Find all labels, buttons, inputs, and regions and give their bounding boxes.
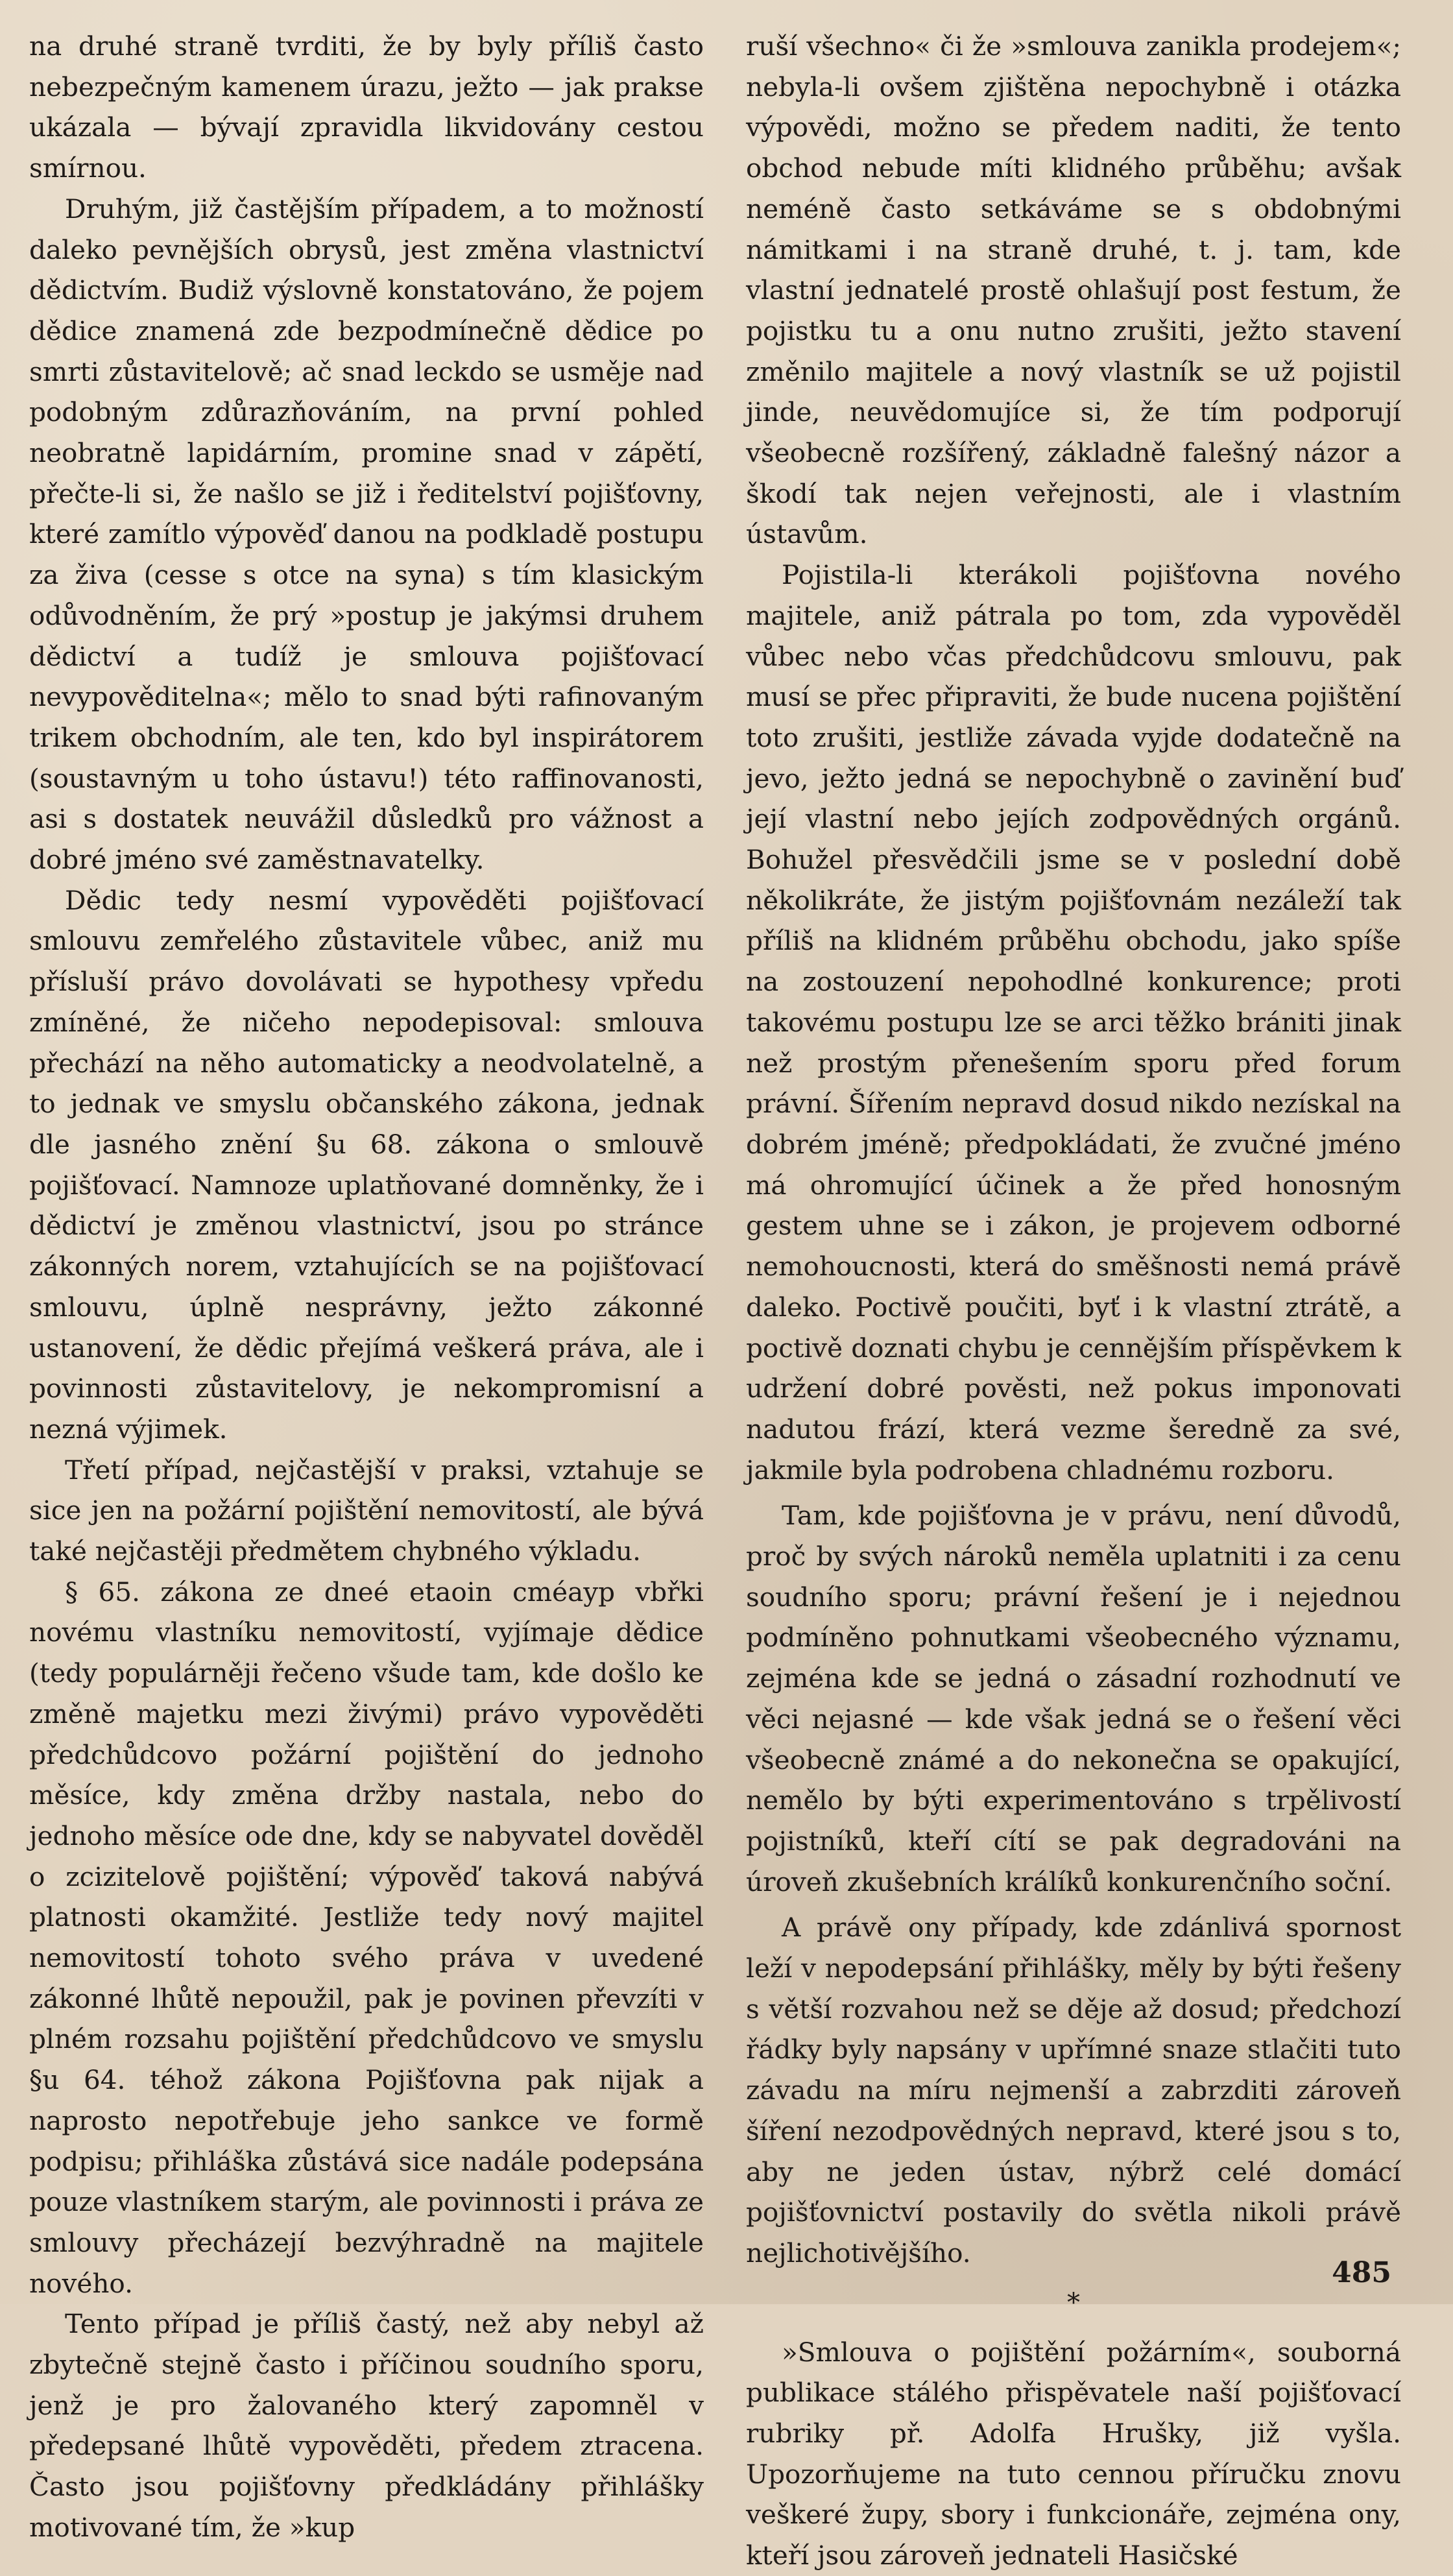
section-separator: * xyxy=(1067,2287,1080,2318)
paragraph: Dědic tedy nesmí vypověděti pojišťovací smlouvu zemřelého zůstavitele vůbec, aniž mu přísluší právo dovolávati se hypothesy vpředu zmíněné, že ničeho nepodepisoval: smlouva přechází na něho automaticky a neodvolatelně, a to jednak ve smyslu občanského zákona, jednak dle jasného znění §u 68. zákona o smlouvě pojišťovací. Namnoze uplatňované domněnky, že i dědictví je změnou vlastnictví, jsou po stránce zákonných norem, vztahujících se na pojišťovací smlouvu, úplně nesprávny, ježto zákonné ustanovení, že dědic přejímá veškerá práva, ale i povinnosti zůstavitelovy, je nekompromisní a nezná výjimek. xyxy=(29,884,704,1445)
paragraph: Tam, kde pojišťovna je v právu, není důvodů, proč by svých nároků neměla uplatniti i za cenu soudního sporu; právní řešení je i nejednou podmíněno pohnutkami všeobecného významu, zejména kde se jedná o zásadní rozhodnutí ve věci nejasné — kde však jedná se o řešení věci všeobecně známé a do nekonečna se opakující, nemělo by býti experimentováno s trpělivostí pojistníků, kteří cítí se pak degradováni na úroveň zkušebních králíků konkurenčního soční. xyxy=(746,1500,1401,1897)
paragraph: § 65. zákona ze dneé etaoin cméayp vbřki novému vlastníku nemovitostí, vyjímaje dědice (tedy populárněji řečeno všude tam, kde došlo ke změně majetku mezi živými) právo vypověděti předchůdcovo požární pojištění do jednoho měsíce, kdy změna držby nastala, nebo do jednoho měsíce ode dne, kdy se nabyvatel dověděl o zcizitelově pojištění; výpověď taková nabývá platnosti okamžité. Jestliže tedy nový majitel nemovitostí tohoto svého práva v uvedené zákonné lhůtě nepoužil, pak je povinen převzíti v plném rozsahu pojištění předchůdcovo ve smyslu §u 64. téhož zákona Pojišťovna pak nijak a naprosto nepotřebuje jeho sankce ve formě podpisu; přihláška zůstává sice nadále podepsána pouze vlastníkem starým, ale povinnosti i práva ze smlouvy přecházejí bezvýhradně na majitele nového. xyxy=(29,1576,704,2299)
paragraph: na druhé straně tvrditi, že by byly příliš často nebezpečným kamenem úrazu, ježto — jak prakse ukázala — bývají zpravidla likvidovány cestou smírnou. xyxy=(29,30,704,184)
paragraph: Třetí případ, nejčastější v praksi, vztahuje se sice jen na požární pojištění nemovitostí, ale bývá také nejčastěji předmětem chybného výkladu. xyxy=(29,1454,704,1567)
paragraph: Pojistila-li kterákoli pojišťovna nového majitele, aniž pátrala po tom, zda vypověděl vůbec nebo včas předchůdcovu smlouvu, pak musí se přec připraviti, že bude nucena pojištění toto zrušiti, jestliže závada vyjde dodatečně na jevo, ježto jedná se nepochybně o zavinění buď její vlastní nebo jejích zodpovědných orgánů. Bohužel přesvědčili jsme se v poslední době několikráte, že jistým pojišťovnám nezáleží tak příliš na klidném průběhu obchodu, jako spíše na zostouzení nepohodlné konkurence; proti takovému postupu lze se arci těžko brániti jinak než prostým přenešením sporu před forum právní. Šířením nepravd dosud nikdo nezískal na dobrém jméně; předpokládati, že zvučné jméno má ohromující účinek a že před honosným gestem uhne se i zákon, je projevem odborné nemohoucnosti, která do směšnosti nemá právě daleko. Poctivě poučiti, byť i k vlastní ztrátě, a poctivě doznati chybu je cennějším příspěvkem k udržení dobré pověsti, než pokus imponovati nadutou frází, která vezme šeredně za své, jakmile byla podrobena chladnému rozboru. xyxy=(746,559,1401,1486)
right-column xyxy=(746,26,1401,2576)
page-number: 485 xyxy=(1332,2256,1391,2289)
left-column xyxy=(29,26,704,2548)
paragraph: A právě ony případy, kde zdánlivá spornost leží v nepodepsání přihlášky, měly by býti řešeny s větší rozvahou než se děje až dosud; předchozí řádky byly napsány v upřímné snaze stlačiti tuto závadu na míru nejmenší a zabrzditi zároveň šíření nezodpovědných nepravd, které jsou s to, aby ne jeden ústav, nýbrž celé domácí pojišťovnictví postavily do světla nikoli právě nejlichotivějšího. xyxy=(746,1912,1401,2269)
paragraph: Tento případ je příliš častý, než aby nebyl až zbytečně stejně často i příčinou soudního sporu, jenž je pro žalovaného který zapomněl v předepsané lhůtě vypověděti, předem ztracena. Často jsou pojišťovny předkládány přihlášky motivované tím, že »kup xyxy=(29,2308,704,2543)
paragraph: ruší všechno« či že »smlouva zanikla prodejem«; nebyla-li ovšem zjištěna nepochybně i otázka výpovědi, možno se předem naditi, že tento obchod nebude míti klidného průběhu; avšak neméně často setkáváme se s obdobnými námitkami i na straně druhé, t. j. tam, kde vlastní jednatelé prostě ohlašují post festum, že pojistku tu a onu nutno zrušiti, ježto stavení změnilo majitele a nový vlastník se už pojistil jinde, neuvědomujíce si, že tím podporují všeobecně rozšířený, základně falešný názor a škodí tak nejen veřejnosti, ale i vlastním ústavům. xyxy=(746,30,1401,550)
paragraph: Druhým, již častějším případem, a to možností daleko pevnějších obrysů, jest změna vlastnictví dědictvím. Budiž výslovně konstatováno, že pojem dědice znamená zde bezpodmínečně dědice po smrti zůstavitelově; ač snad leckdo se usměje nad podobným zdůrazňováním, na první pohled neobratně lapidárním, promine snad v zápětí, přečte-li si, že našlo se již i ředitelství pojišťovny, které zamítlo výpověď danou na podkladě postupu za živa (cesse s otce na syna) s tím klasickým odůvodněním, že prý »postup je jakýmsi druhem dědictví a tudíž je smlouva pojišťovací nevypověditelna«; mělo to snad býti rafinovaným trikem obchodním, ale ten, kdo byl inspirátorem (soustavným u toho ústavu!) této raffinovanosti, asi s dostatek neuvážil důsledků pro vážnost a dobré jméno své zaměstnavatelky. xyxy=(29,193,704,876)
announcement-paragraph: »Smlouva o pojištění požárním«, souborná publikace stálého přispěvatele naší pojišťovací rubriky př. Adolfa Hrušky, již vyšla. Upozorňujeme na tuto cennou příručku znovu veškeré župy, sbory i funkcionáře, zejména ony, kteří jsou zároveň jednateli Hasičské xyxy=(746,2336,1401,2571)
